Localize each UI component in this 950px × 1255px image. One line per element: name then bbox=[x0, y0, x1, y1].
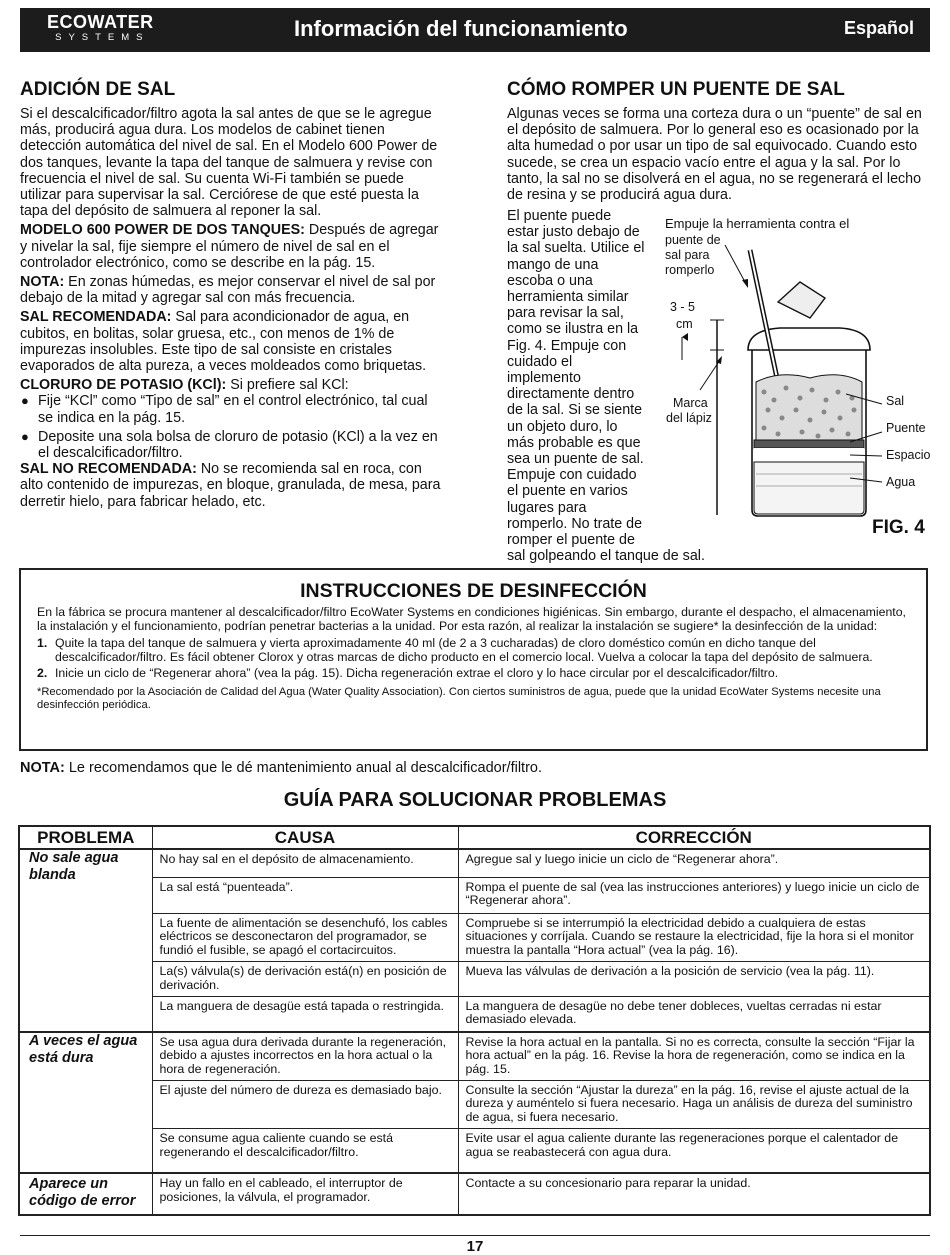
cause-cell: La sal está “puenteada”. bbox=[152, 878, 458, 914]
bridge-line: El puente puede bbox=[507, 208, 612, 224]
correction-cell: Agregue sal y luego inicie un ciclo de “Regenerar ahora”. bbox=[458, 849, 930, 878]
bridge-line: sal golpeando el tanque de sal. bbox=[507, 548, 705, 565]
salt-kcl-text: Si prefiere sal KCl: bbox=[226, 377, 349, 394]
step-number: 1. bbox=[37, 636, 48, 651]
figure-label-pencil-mark-2: del lápiz bbox=[666, 411, 712, 425]
salt-heading: ADICIÓN DE SAL bbox=[20, 79, 176, 100]
salt-model-label: MODELO 600 POWER DE DOS TANQUES: bbox=[20, 222, 305, 239]
salt-model-text: Después de agregar y nivelar la sal, fije siempre el número de nivel de sal en el controlador electrónico, como se describe en la pág. 15. bbox=[20, 222, 439, 271]
figure-label-dimension-unit: cm bbox=[676, 317, 693, 331]
maintenance-note-text: Le recomendamos que le dé mantenimiento anual al descalcificador/filtro. bbox=[64, 760, 542, 776]
bridge-line: más probable es que bbox=[507, 434, 641, 451]
bridge-line: herramienta similar bbox=[507, 289, 629, 306]
step-text: Quite la tapa del tanque de salmuera y vierta aproximadamente 40 ml (de 2 a 3 cucharadas) de cloro doméstico común en dicho tanque del descalcificador/filtro. Es fácil obtener Clorox y otras marcas de dicho producto en el comercio local. Vuelva a colocar la tapa del depósito de salmuera. bbox=[55, 636, 873, 664]
correction-cell: Evite usar el agua caliente durante las regeneraciones porque el calentador de agua se reabastecerá con agua dura. bbox=[458, 1129, 930, 1174]
bridge-line: un objeto duro, lo bbox=[507, 418, 618, 435]
cause-cell: La fuente de alimentación se desenchufó, los cables eléctricos se desconectaron del programador, se fundió el fusible, se apagó el cortacircuitos. bbox=[152, 914, 458, 962]
bridge-line: cuidado el bbox=[507, 353, 573, 370]
brand-subtitle: SYSTEMS bbox=[55, 32, 150, 43]
header-title: Información del funcionamiento bbox=[294, 16, 628, 41]
cause-cell: Se consume agua caliente cuando se está regenerando el descalcificador/filtro. bbox=[152, 1129, 458, 1174]
salt-not-recommended-paragraph bbox=[20, 461, 441, 510]
cause-cell: El ajuste del número de dureza es demasiado bajo. bbox=[152, 1081, 458, 1129]
table-row bbox=[19, 1081, 930, 1129]
bridge-line: el puente en varios bbox=[507, 483, 628, 500]
salt-nota-paragraph bbox=[20, 274, 441, 306]
brand-logo bbox=[47, 12, 154, 44]
bridge-line: directamente dentro bbox=[507, 386, 635, 403]
disinfection-intro: En la fábrica se procura mantener al descalcificador/filtro EcoWater Systems en condiciones higiénicas. Sin embargo, durante el despacho, el almacenamiento, la instalación y el funcionamiento, podrían penetrar bacterias a la unidad. Por esta razón, al realizar la instalación se sugiere* la desinfección de la unidad: bbox=[37, 605, 906, 633]
correction-cell: Contacte a su concesionario para reparar la unidad. bbox=[458, 1173, 930, 1215]
cause-cell: La manguera de desagüe está tapada o restringida. bbox=[152, 997, 458, 1032]
figure-label-tool-3: sal para bbox=[665, 248, 710, 262]
salt-kcl-paragraph bbox=[20, 377, 441, 393]
bridge-line: implemento bbox=[507, 370, 581, 387]
kcl-bullet-list bbox=[20, 393, 441, 461]
page-number: 17 bbox=[466, 1238, 484, 1255]
disinfection-box bbox=[19, 568, 928, 751]
step-text: Inicie un ciclo de “Regenerar ahora” (vea la pág. 15). Dicha regeneración extrae el cloro y lo hace circular por el descalcificador/filtro. bbox=[55, 666, 779, 681]
figure-number: FIG. 4 bbox=[872, 517, 925, 538]
bridge-line: mango de una bbox=[507, 256, 599, 273]
figure-label-pencil-mark: Marca bbox=[673, 396, 708, 410]
bridge-line: sea un puente de sal. bbox=[507, 451, 644, 468]
salt-kcl-label: CLORURO DE POTASIO (KCl): bbox=[20, 377, 227, 394]
bridge-line: Fig. 4. Empuje con bbox=[507, 337, 627, 354]
disinfection-step bbox=[37, 637, 913, 664]
figure-label-space: Espacio bbox=[886, 448, 931, 462]
salt-nota-label: NOTA: bbox=[20, 274, 65, 291]
problem-cell: A veces el agua está dura bbox=[19, 1032, 152, 1173]
salt-nota-text: En zonas húmedas, es mejor conservar el nivel de sal por debajo de la mitad y agregar sal con más frecuencia. bbox=[20, 274, 436, 307]
bridge-line: de la sal. Si se siente bbox=[507, 402, 643, 419]
salt-section bbox=[20, 106, 441, 510]
table-row bbox=[19, 962, 930, 997]
column-header-cause: CAUSA bbox=[152, 826, 458, 849]
figure-label-dimension: 3 - 5 bbox=[670, 300, 696, 314]
salt-intro: Si el descalcificador/filtro agota la sal antes de que se le agregue más, producirá agua dura. Los modelos de cabinet tienen detección automática del nivel de sal. En el Modelo 600 Power de dos tanques, levante la tapa del tanque de salmuera y revise con frecuencia el nivel de sal. Su cuenta Wi-Fi también se puede utilizar para supervisar la sal. Cerciórese de que esté puesta la tapa del depósito de salmuera al reponer la sal. bbox=[20, 106, 438, 220]
cause-cell: La(s) válvula(s) de derivación está(n) en posición de derivación. bbox=[152, 962, 458, 997]
table-row bbox=[19, 1173, 930, 1215]
troubleshooting-title: GUÍA PARA SOLUCIONAR PROBLEMAS bbox=[283, 789, 667, 811]
salt-recommended-label: SAL RECOMENDADA: bbox=[20, 309, 172, 326]
salt-not-recommended-label: SAL NO RECOMENDADA: bbox=[20, 461, 197, 478]
table-row bbox=[19, 878, 930, 914]
bridge-line: estar justo debajo de bbox=[507, 224, 640, 241]
bridge-line: romper el puente de bbox=[507, 532, 635, 549]
header-language: Español bbox=[843, 18, 914, 38]
brand-name: ECOWATER bbox=[47, 12, 154, 32]
cause-cell: No hay sal en el depósito de almacenamiento. bbox=[152, 849, 458, 878]
bridge-line: para revisar la sal, bbox=[507, 305, 624, 322]
salt-recommended-text: Sal para acondicionador de agua, en cubitos, en bolitas, solar gruesa, etc., con menos de 1% de impurezas insolubles. Este tipo de sal consiste en cristales evaporados de alta pureza, a veces moldeados como briquetas. bbox=[20, 309, 427, 375]
figure-label-bridge: Puente bbox=[886, 421, 926, 435]
correction-cell: Rompa el puente de sal (vea las instrucciones anteriores) y luego inicie un ciclo de “Regenerar ahora”. bbox=[458, 878, 930, 914]
column-header-problem: PROBLEMA bbox=[19, 826, 152, 849]
correction-cell: Mueva las válvulas de derivación a la posición de servicio (vea la pág. 11). bbox=[458, 962, 930, 997]
bridge-line: la sal suelta. Utilice el bbox=[507, 240, 645, 257]
kcl-bullet: ● Fije “KCl” como “Tipo de sal” en el control electrónico, tal cual se indica en la pág. 15. bbox=[20, 393, 441, 425]
disinfection-title: INSTRUCCIONES DE DESINFECCIÓN bbox=[300, 580, 647, 602]
table-row bbox=[19, 914, 930, 962]
kcl-bullet: ● Deposite una sola bolsa de cloruro de potasio (KCl) a la vez en el descalcificador/filtro. bbox=[20, 429, 441, 461]
salt-model-paragraph bbox=[20, 222, 441, 271]
table-row bbox=[19, 849, 930, 878]
step-number: 2. bbox=[37, 666, 48, 681]
problem-cell: No sale agua blanda bbox=[19, 849, 152, 1032]
column-header-correction: CORRECCIÓN bbox=[458, 826, 930, 849]
footer-rule bbox=[20, 1235, 930, 1236]
problem-cell: Aparece un código de error bbox=[19, 1173, 152, 1215]
table-row bbox=[19, 997, 930, 1032]
salt-not-recommended-text: No se recomienda sal en roca, con alto contenido de impurezas, en bloque, granulada, de mesa, para derretir hielo, para fabricar helado, etc. bbox=[20, 461, 441, 510]
troubleshooting-table bbox=[18, 825, 931, 1216]
figure-label-tool-1: Empuje la herramienta contra el bbox=[665, 216, 850, 231]
cause-cell: Hay un fallo en el cableado, el interruptor de posiciones, la válvula, el programador. bbox=[152, 1173, 458, 1215]
page-header bbox=[20, 8, 930, 52]
disinfection-body bbox=[37, 606, 913, 712]
bridge-line: escoba o una bbox=[507, 272, 593, 289]
correction-cell: Revise la hora actual en la pantalla. Si no es correcta, consulte la sección “Fijar la hora actual” en la pág. 16. Revise la hora de regeneración, como se indica en la pág. 15. bbox=[458, 1032, 930, 1081]
bridge-line: Empuje con cuidado bbox=[507, 467, 637, 484]
bridge-line: lugares para bbox=[507, 499, 587, 516]
figure-label-water: Agua bbox=[886, 475, 916, 489]
bridge-intro: Algunas veces se forma una corteza dura o un “puente” de sal en el depósito de salmuera. Por lo general eso es ocasionado por la alta humedad o por usar un tipo de sal equivocado. Cuando esto sucede, se crea un espacio vacío entre el agua y la sal. Por lo tanto, la sal no se disolverá en el agua, no se regenerará el lecho de resina y se producirá agua dura. bbox=[507, 106, 922, 204]
figure-label-tool-2: puente de bbox=[665, 233, 721, 247]
table-row bbox=[19, 1129, 930, 1174]
table-row bbox=[19, 1032, 930, 1081]
bridge-line: romperlo. No trate de bbox=[507, 515, 643, 532]
figure-label-salt: Sal bbox=[886, 394, 905, 408]
bridge-heading: CÓMO ROMPER UN PUENTE DE SAL bbox=[507, 79, 845, 100]
maintenance-note bbox=[20, 760, 542, 776]
salt-recommended-paragraph bbox=[20, 309, 441, 374]
table-header-row bbox=[19, 826, 930, 849]
maintenance-note-label: NOTA: bbox=[20, 760, 65, 776]
disinfection-step bbox=[37, 667, 913, 681]
correction-cell: Compruebe si se interrumpió la electricidad debido a cualquiera de estas situaciones y corríjala. Cuando se restaure la electricidad, fije la hora si el monitor muestra la pantalla “Hora actual” (vea la pág. 16). bbox=[458, 914, 930, 962]
cause-cell: Se usa agua dura derivada durante la regeneración, debido a ajustes incorrectos en la hora actual o la hora de regeneración. bbox=[152, 1032, 458, 1081]
disinfection-steps bbox=[37, 637, 913, 681]
disinfection-footnote: *Recomendado por la Asociación de Calidad del Agua (Water Quality Association). Con ciertos suministros de agua, puede que la unidad EcoWater Systems necesite una desinfección periódica. bbox=[37, 685, 881, 711]
figure-label-tool-4: romperlo bbox=[665, 263, 715, 277]
correction-cell: La manguera de desagüe no debe tener dobleces, vueltas cerradas ni estar demasiado elevada. bbox=[458, 997, 930, 1032]
correction-cell: Consulte la sección “Ajustar la dureza” en la pág. 16, revise el ajuste actual de la dureza y auméntelo si fuera necesario. Haga un análisis de dureza del suministro de agua, si fuera necesario. bbox=[458, 1081, 930, 1129]
bridge-line: como se ilustra en la bbox=[507, 321, 639, 338]
